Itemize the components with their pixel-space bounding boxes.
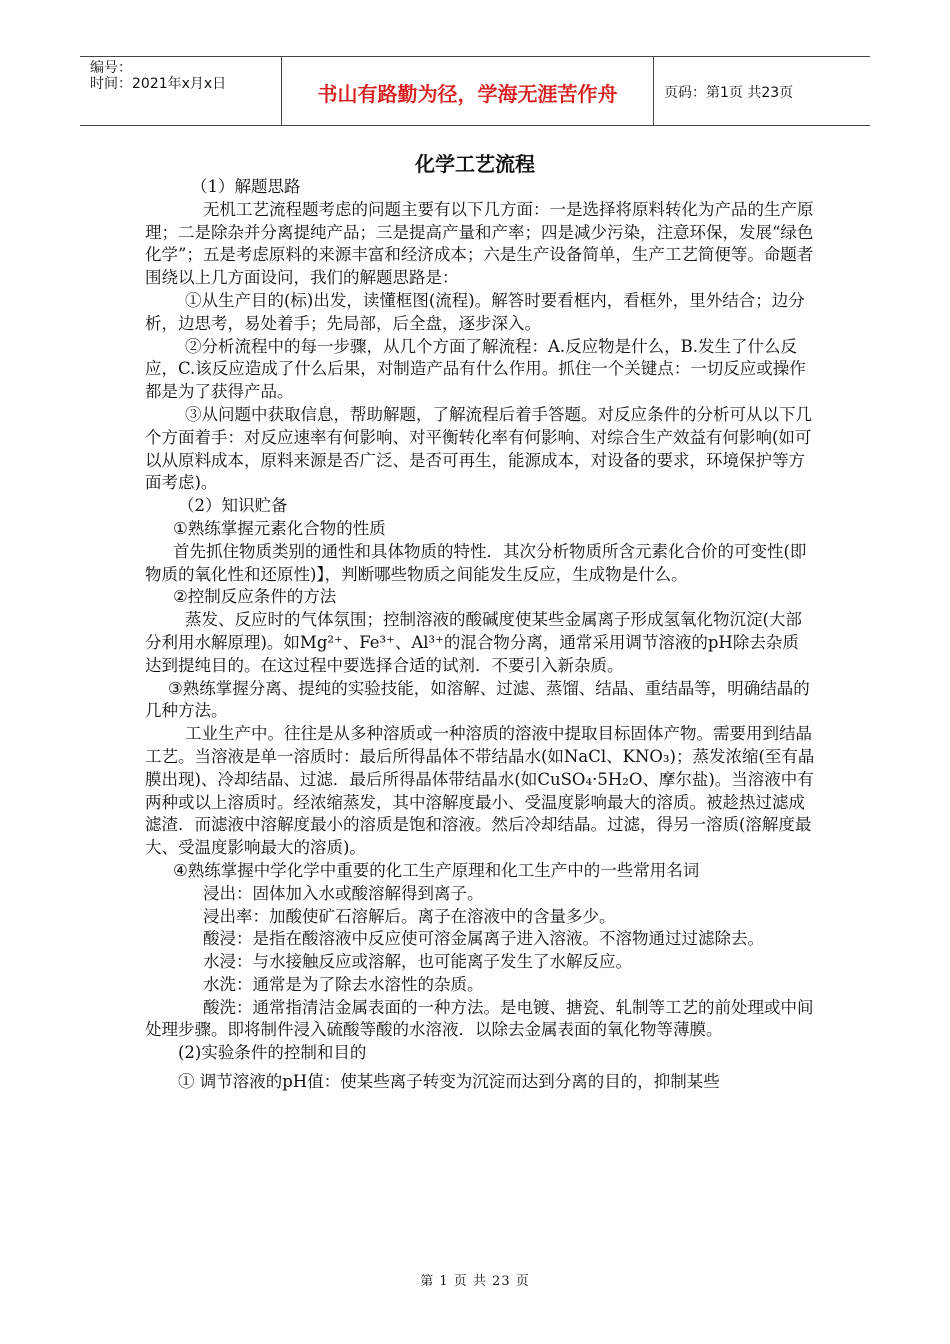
page-footer: 第 1 页 共 23 页: [420, 1274, 530, 1289]
subheading-reaction-conditions: ②控制反应条件的方法: [173, 587, 337, 607]
term-leaching-rate: 浸出率：加酸使矿石溶解后。离子在溶液中的含量多少。: [203, 906, 616, 926]
header-motto: 书山有路勤为径，学海无涯苦作舟: [317, 82, 618, 106]
term-water-leaching: 水浸：与水接触反应或溶解，也可能离子发生了水解反应。: [203, 952, 632, 972]
term-leaching: 浸出：固体加入水或酸溶解得到离子。: [203, 883, 484, 903]
paragraph-approach-1: ①从生产目的(标)出发，读懂框图(流程)。解答时要看框内，看框外，里外结合；边分析，边思考，易处着手；先局部，后全盘，逐步深入。: [145, 290, 805, 333]
paragraph-reaction-conditions: 蒸发、反应时的气体氛围；控制溶液的酸碱度使某些金属离子形成氢氧化物沉淀(大部分利用水解原理)。如Mg²⁺、Fe³⁺、Al³⁺的混合物分离，通常采用调节溶液的pH除去杂质达到提纯目的。在这过程中要选择合适的试剂．不要引入新杂质。: [145, 610, 802, 675]
document-body: [145, 176, 815, 1094]
header-divider-right: [653, 56, 654, 126]
term-acid-leaching: 酸浸：是指在酸溶液中反应使可溶金属离子进入溶液。不溶物通过过滤除去。: [203, 929, 764, 949]
document-header: [80, 56, 870, 126]
header-number-label: 编号：: [90, 60, 132, 76]
paragraph-crystallization: 工业生产中。往往是从多种溶质或一种溶质的溶液中提取目标固体产物。需要用到结晶工艺。当溶液是单一溶质时：最后所得晶体不带结晶水(如NaCl、KNO₃)；蒸发浓缩(至有晶膜出现)、冷却结晶、过滤．最后所得晶体带结晶水(如CuSO₄·5H₂O、摩尔盐)。当溶液中有两种或以上溶质时。经浓缩蒸发，其中溶解度最小、受温度影响最大的溶质。被趁热过滤成滤渣．而滤液中溶解度最小的溶质是饱和溶液。然后冷却结晶。过滤，得另一溶质(溶解度最大、受温度影响最大的溶质)。: [145, 724, 815, 858]
paragraph-ph-control: ① 调节溶液的pH值：使某些离子转变为沉淀而达到分离的目的，抑制某些: [178, 1072, 720, 1092]
subheading-element-compounds: ①熟练掌握元素化合物的性质: [173, 518, 386, 538]
header-top-rule: [80, 56, 870, 57]
section-heading-conditions: (2)实验条件的控制和目的: [178, 1043, 367, 1063]
term-water-washing: 水洗：通常是为了除去水溶性的杂质。: [203, 974, 484, 994]
paragraph-approach-3: ③从问题中获取信息，帮助解题，了解流程后着手答题。对反应条件的分析可从以下几个方面着手：对反应速率有何影响、对平衡转化率有何影响、对综合生产效益有何影响(如可以从原料成本，原料来源是否广泛、是否可再生，能源成本，对设备的要求，环境保护等方面考虑)。: [145, 404, 812, 493]
subheading-separation-skills: ③熟练掌握分离、提纯的实验技能，如溶解、过滤、蒸馏、结晶、重结晶等，明确结晶的几种方法。: [145, 678, 810, 721]
paragraph-approach-2: ②分析流程中的每一步骤，从几个方面了解流程：A.反应物是什么，B.发生了什么反应，C.该反应造成了什么后果，对制造产品有什么作用。抓住一个关键点：一切反应或操作都是为了获得产品。: [145, 336, 806, 402]
paragraph-element-compounds: 首先抓住物质类别的通性和具体物质的特性．其次分析物质所含元素化合价的可变性(即物质的氧化性和还原性)】，判断哪些物质之间能发生反应，生成物是什么。: [145, 541, 807, 584]
section-heading-approach: （1）解题思路: [191, 177, 301, 196]
term-acid-washing: 酸洗：通常指清洁金属表面的一种方法。是电镀、搪瓷、轧制等工艺的前处理或中间处理步骤。即将制件浸入硫酸等酸的水溶液．以除去金属表面的氧化物等薄膜。: [145, 997, 814, 1040]
subheading-terms: ④熟练掌握中学化学中重要的化工生产原理和化工生产中的一些常用名词: [173, 860, 700, 880]
document-title: 化学工艺流程: [415, 152, 535, 176]
paragraph-intro: 无机工艺流程题考虑的问题主要有以下几方面：一是选择将原料转化为产品的生产原理；二是除杂并分离提纯产品；三是提高产量和产率；四是减少污染，注意环保，发展“绿色化学”；五是考虑原料的来源丰富和经济成本；六是生产设备简单，生产工艺简便等。命题者围绕以上几方面设问，我们的解题思路是：: [145, 199, 814, 288]
header-meta: [90, 60, 226, 92]
section-heading-knowledge: （2）知识贮备: [178, 496, 288, 516]
header-time-label: 时间：2021年x月x日: [90, 76, 227, 92]
header-bottom-rule: [80, 125, 870, 126]
header-page-info: 页码：第1页 共23页: [664, 85, 794, 101]
